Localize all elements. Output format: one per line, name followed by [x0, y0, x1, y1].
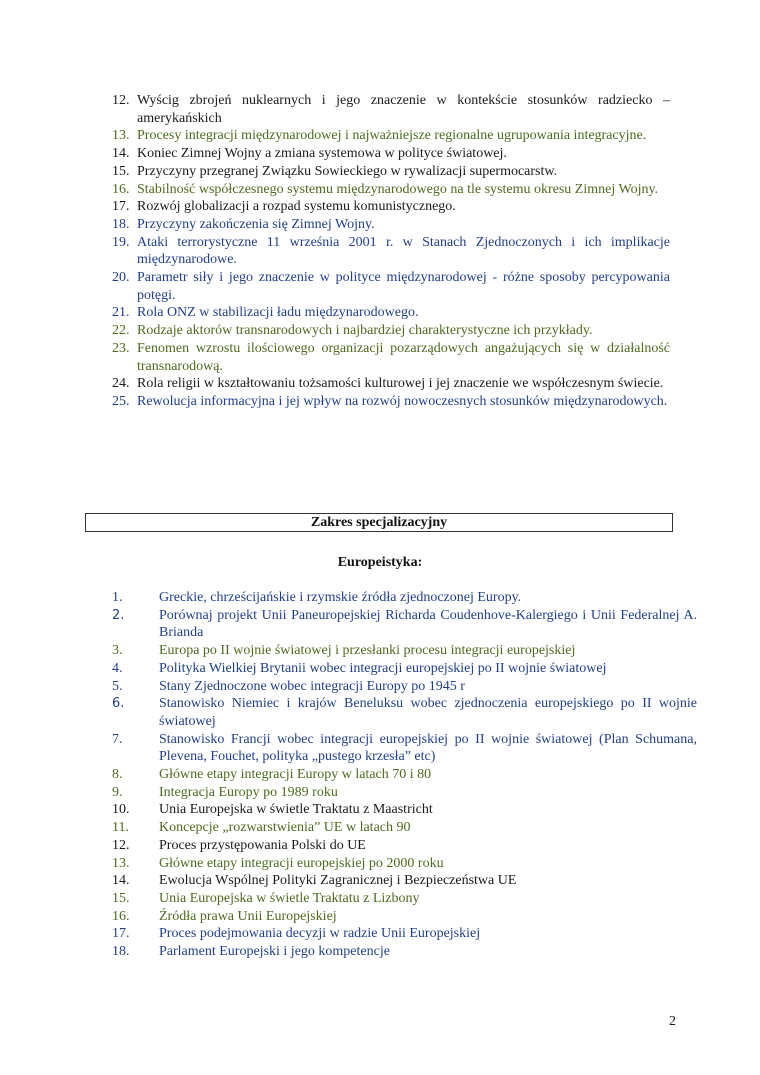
list-item-text: Greckie, chrześcijańskie i rzymskie źródła zjednoczonej Europy. — [159, 590, 522, 605]
list-item — [112, 340, 670, 375]
list-item — [112, 908, 697, 926]
list-item — [112, 872, 697, 890]
list-item-text: Stabilność współczesnego systemu międzynarodowego na tle systemu okresu Zimnej Wojny. — [137, 181, 659, 197]
list-item — [112, 145, 670, 163]
list-item-number: 15. — [112, 890, 130, 906]
list-item — [112, 269, 670, 304]
list-item — [112, 837, 697, 855]
list-item-number: 6. — [112, 696, 125, 712]
list-item-text: Koniec Zimnej Wojny a zmiana systemowa w polityce światowej. — [137, 146, 507, 162]
list-item — [112, 163, 670, 181]
list-item-number: 20. — [112, 270, 130, 286]
list-item-text: Fenomen wzrostu ilościowego organizacji pozarządowych angażujących się w działalność transnarodową. — [137, 340, 670, 374]
list-item — [112, 819, 697, 837]
list-item-number: 14. — [112, 146, 130, 162]
list-item — [112, 127, 670, 145]
list-item-text: Parlament Europejski i jego kompetencje — [159, 944, 390, 960]
list-item — [112, 731, 697, 766]
list-item-number: 2. — [112, 607, 125, 623]
list-item — [112, 198, 670, 216]
list-item-text: Polityka Wielkiej Brytanii wobec integracji europejskiej po II wojnie światowej — [159, 660, 607, 676]
list-item-number: 18. — [112, 216, 130, 232]
list-item — [112, 855, 697, 873]
list-item-text: Rola religii w kształtowaniu tożsamości kulturowej i jej znaczenie we współczesnym świecie. — [137, 376, 664, 392]
list-item — [112, 943, 697, 961]
list-item-text: Integracja Europy po 1989 roku — [159, 784, 338, 800]
list-item-number: 11. — [112, 820, 129, 836]
list-item — [112, 660, 697, 678]
list-item — [112, 607, 697, 642]
list-item-number: 7. — [112, 731, 123, 747]
list-item-number: 18. — [112, 944, 130, 960]
list-item-number: 3. — [112, 643, 123, 659]
list-item-number: 8. — [112, 767, 123, 783]
exam-topics-list — [112, 92, 670, 411]
list-item-text: Koncepcje „rozwarstwienia” UE w latach 90 — [159, 820, 411, 836]
section-title: Zakres specjalizacyjny — [310, 515, 448, 530]
list-item — [112, 695, 697, 730]
list-item-number: 16. — [112, 181, 130, 197]
list-item — [112, 234, 670, 269]
list-item-text: Ataki terrorystyczne 11 września 2001 r. w Stanach Zjednoczonych i ich implikacje międzynarodowe. — [137, 234, 670, 268]
list-item-text: Przyczyny zakończenia się Zimnej Wojny. — [137, 216, 375, 232]
section-title-box — [85, 513, 673, 532]
list-item-text: Unia Europejska w świetle Traktatu z Lizbony — [159, 890, 420, 906]
list-item — [112, 589, 697, 607]
list-item — [112, 890, 697, 908]
list-item-number: 15. — [112, 163, 130, 179]
list-item-number: 1. — [112, 590, 123, 605]
list-item-number: 14. — [112, 873, 130, 889]
list-item-number: 4. — [112, 660, 123, 676]
list-item-text: Rodzaje aktorów transnarodowych i najbardziej charakterystyczne ich przykłady. — [137, 323, 593, 339]
list-item-number: 13. — [112, 855, 130, 871]
list-item-text: Rozwój globalizacji a rozpad systemu komunistycznego. — [137, 199, 456, 215]
list-item-number: 17. — [112, 199, 130, 215]
europeistyka-topics-list — [112, 589, 697, 961]
list-item-text: Procesy integracji międzynarodowej i najważniejsze regionalne ugrupowania integracyjne. — [137, 128, 647, 144]
list-item-text: Przyczyny przegranej Związku Sowieckiego w rywalizacji supermocarstw. — [137, 163, 558, 179]
list-item-text: Parametr siły i jego znaczenie w polityce międzynarodowej - różne sposoby percypowania potęgi. — [137, 270, 670, 303]
list-item-text: Rewolucja informacyjna i jej wpływ na rozwój nowoczesnych stosunków międzynarodowych. — [137, 393, 668, 409]
list-item-text: Źródła prawa Unii Europejskiej — [159, 908, 337, 924]
list-item-number: 12. — [112, 93, 130, 108]
list-item — [112, 784, 697, 802]
list-item — [112, 801, 697, 819]
list-item-text: Wyścig zbrojeń nuklearnych i jego znaczenie w kontekście stosunków radziecko – amerykańskich — [137, 93, 670, 126]
list-item-text: Unia Europejska w świetle Traktatu z Maastricht — [159, 802, 433, 818]
list-item-text: Ewolucja Wspólnej Polityki Zagranicznej i Bezpieczeństwa UE — [159, 873, 517, 889]
subheading-europeistyka: Europeistyka: — [337, 555, 423, 570]
list-item — [112, 181, 670, 199]
list-item — [112, 393, 670, 411]
list-item — [112, 925, 697, 943]
list-item — [112, 678, 697, 696]
list-item-text: Główne etapy integracji Europy w latach 70 i 80 — [159, 767, 432, 783]
list-item-number: 22. — [112, 323, 130, 339]
list-item-number: 24. — [112, 376, 130, 392]
list-item — [112, 766, 697, 784]
list-item-text: Porównaj projekt Unii Paneuropejskiej Richarda Coudenhove-Kalergiego i Unii Federalnej A. Brianda — [159, 607, 697, 641]
list-item-text: Stanowisko Niemiec i krajów Beneluksu wobec zjednoczenia europejskiego po II wojnie światowej — [159, 696, 697, 729]
list-item-text: Stany Zjednoczone wobec integracji Europy po 1945 r — [159, 678, 465, 694]
list-item-text: Europa po II wojnie światowej i przesłanki procesu integracji europejskiej — [159, 643, 576, 659]
list-item-text: Główne etapy integracji europejskiej po 2000 roku — [159, 855, 444, 871]
list-item — [112, 216, 670, 234]
list-item-text: Stanowisko Francji wobec integracji europejskiej po II wojnie światowej (Plan Schumana, Plevena, Fouchet, polityka „pustego krzesła” etc) — [159, 731, 697, 765]
list-item-number: 25. — [112, 393, 130, 409]
list-item — [112, 642, 697, 660]
list-item-text: Proces podejmowania decyzji w radzie Unii Europejskiej — [159, 926, 481, 942]
list-item — [112, 375, 670, 393]
list-item-text: Proces przystępowania Polski do UE — [159, 837, 366, 853]
list-item-number: 9. — [112, 784, 123, 800]
list-item-number: 17. — [112, 926, 130, 942]
list-item-number: 13. — [112, 128, 130, 144]
list-item-number: 5. — [112, 678, 123, 694]
list-item-number: 10. — [112, 802, 130, 818]
list-item-number: 16. — [112, 908, 130, 924]
list-item-number: 12. — [112, 837, 130, 853]
list-item-number: 19. — [112, 234, 130, 250]
list-item — [112, 304, 670, 322]
list-item-text: Rola ONZ w stabilizacji ładu międzynarodowego. — [137, 305, 419, 321]
list-item — [112, 322, 670, 340]
list-item — [112, 92, 670, 127]
page-number: 2 — [669, 1014, 676, 1029]
list-item-number: 21. — [112, 305, 130, 321]
list-item-number: 23. — [112, 340, 130, 356]
